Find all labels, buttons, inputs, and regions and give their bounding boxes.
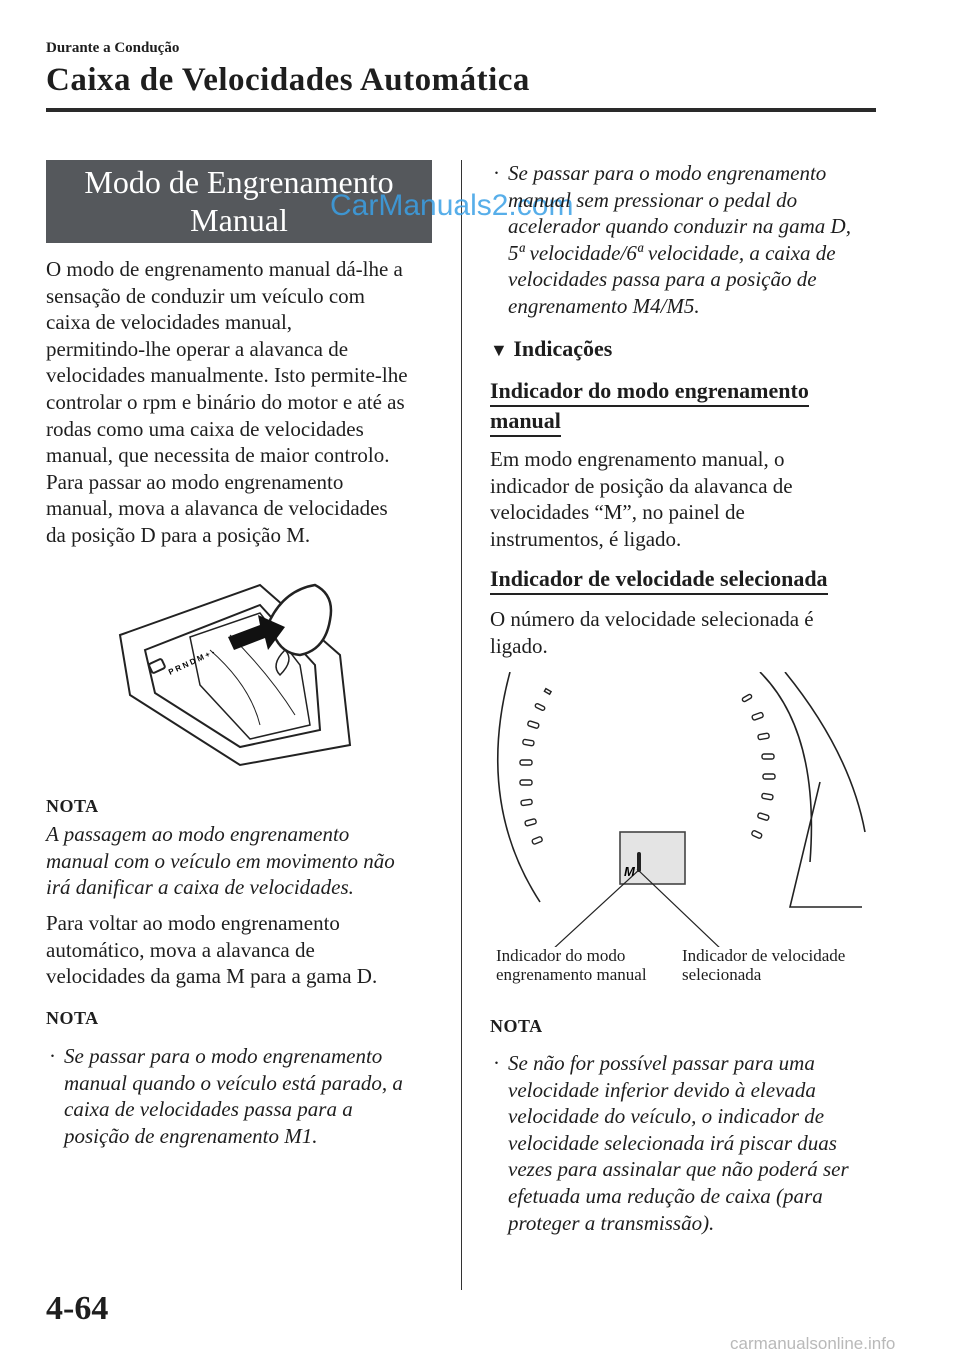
bullet-item [493,1050,849,1236]
text-line: velocidade do veículo, o indicador de [508,1104,825,1129]
lock-button [149,659,166,674]
subsection-title: Indicações [513,336,613,361]
text-line: engrenamento manual [496,965,647,984]
text-line: controlar o rpm e binário do motor e até as [46,389,405,414]
instrument-cluster-illustration [490,672,870,947]
subsection-heading [490,336,612,362]
caption-mode-indicator [496,946,647,984]
leader-line-left [552,869,640,947]
display-letter: M [624,864,635,879]
text-line: efetuada uma redução de caixa (para [508,1183,823,1208]
text-line: rodas como uma caixa de velocidades [46,416,364,441]
text-line: Indicador do modo [496,946,626,965]
selected-gear-heading [490,565,828,595]
text-line: da posição D para a posição M. [46,522,311,547]
text-line: Indicador de velocidade [682,946,846,965]
return-paragraph [46,910,377,990]
triangle-icon: ▼ [490,340,508,360]
title-rule [46,108,876,112]
bezel-corner [790,782,862,907]
intro-paragraph [46,256,408,549]
shift-lever-illustration [110,575,370,775]
bullet-item [49,1043,403,1149]
text-line: Em modo engrenamento manual, o [490,447,785,471]
text-line: instrumentos, é ligado. [490,526,682,551]
text-line: manual sem pressionar o pedal do [508,187,798,212]
text-line: Se não for possível passar para uma [508,1051,815,1075]
text-line: velocidades “M”, no painel de [490,500,745,525]
text-line: indicador de posição da alavanca de [490,473,793,498]
text-line: caixa de velocidades passa para a [64,1097,353,1122]
indicator-mode-heading [490,377,809,437]
section-label: Durante a Condução [46,40,180,56]
bullet-dot: · [493,161,500,185]
gear-bar-icon [637,852,641,872]
bullet-dot: · [493,1051,500,1075]
column-divider [461,160,462,1290]
indicator-mode-paragraph [490,446,793,552]
gate-letters: P R N D M + - [167,647,217,677]
text-line: posição de engrenamento M1. [64,1123,318,1148]
nota-label: NOTA [46,796,99,816]
text-line: velocidades manualmente. Isto permite-lhe [46,363,408,388]
text-line: O número da velocidade selecionada é [490,607,814,631]
selected-gear-paragraph [490,606,814,659]
text-line: manual, mova a alavanca de velocidades [46,496,388,521]
watermark-logo: CarManuals2.com [330,189,574,222]
text-line: irá danificar a caixa de velocidades. [46,875,354,900]
text-line: permitindo-lhe operar a alavanca de [46,336,349,361]
text-line: velocidades passa para a posição de [508,267,817,292]
gauge-right-arc [760,672,811,862]
text-line: Se passar para o modo engrenamento [64,1044,383,1068]
text-line: Indicador de velocidade selecionada [490,565,828,595]
bezel-arc [785,672,865,832]
text-line: Se passar para o modo engrenamento [508,161,827,185]
gauge-ticks [520,689,775,845]
text-line: caixa de velocidades manual, [46,310,293,335]
bullet-dot: · [49,1044,56,1068]
page-number: 4-64 [46,1290,109,1327]
text-line: manual quando o veículo está parado, a [64,1070,403,1095]
nota-paragraph [46,821,395,901]
text-line: 5ª velocidade/6ª velocidade, a caixa de [508,240,836,265]
text-line: selecionada [682,965,762,984]
text-line: automático, mova a alavanca de [46,937,315,962]
page-title: Caixa de Velocidades Automática [46,62,530,98]
text-line: ligado. [490,633,548,658]
text-line: proteger a transmissão). [508,1210,715,1235]
gear-knob [270,585,331,655]
text-line: velocidade selecionada irá piscar duas [508,1130,837,1155]
footer-watermark: carmanualsonline.info [730,1334,896,1353]
caption-gear-indicator [682,946,845,984]
nota-label: NOTA [46,1008,99,1028]
text-line: A passagem ao modo engrenamento [46,822,350,846]
text-line: velocidades da gama M para a gama D. [46,964,378,989]
text-line: Indicador do modo engrenamento [490,377,809,407]
gauge-left-arc [498,672,540,902]
text-line: Para passar ao modo engrenamento [46,469,344,494]
text-line: engrenamento M4/M5. [508,293,700,318]
text-line: O modo de engrenamento manual dá-lhe a [46,257,403,281]
heading-line-2: Manual [190,202,288,238]
text-line: vezes para assinalar que não poderá ser [508,1157,849,1182]
text-line: manual, que necessita de maior controlo. [46,443,390,468]
text-line: Para voltar ao modo engrenamento [46,911,340,935]
text-line: acelerador quando conduzir na gama D, [508,214,851,239]
bullet-item [493,160,851,320]
heading-line-1: Modo de Engrenamento [84,164,394,200]
text-line: manual com o veículo em movimento não [46,848,395,873]
text-line: sensação de conduzir um veículo com [46,283,365,308]
text-line: manual [490,407,561,437]
text-line: velocidade inferior devido à elevada [508,1077,816,1102]
nota-label: NOTA [490,1016,543,1036]
